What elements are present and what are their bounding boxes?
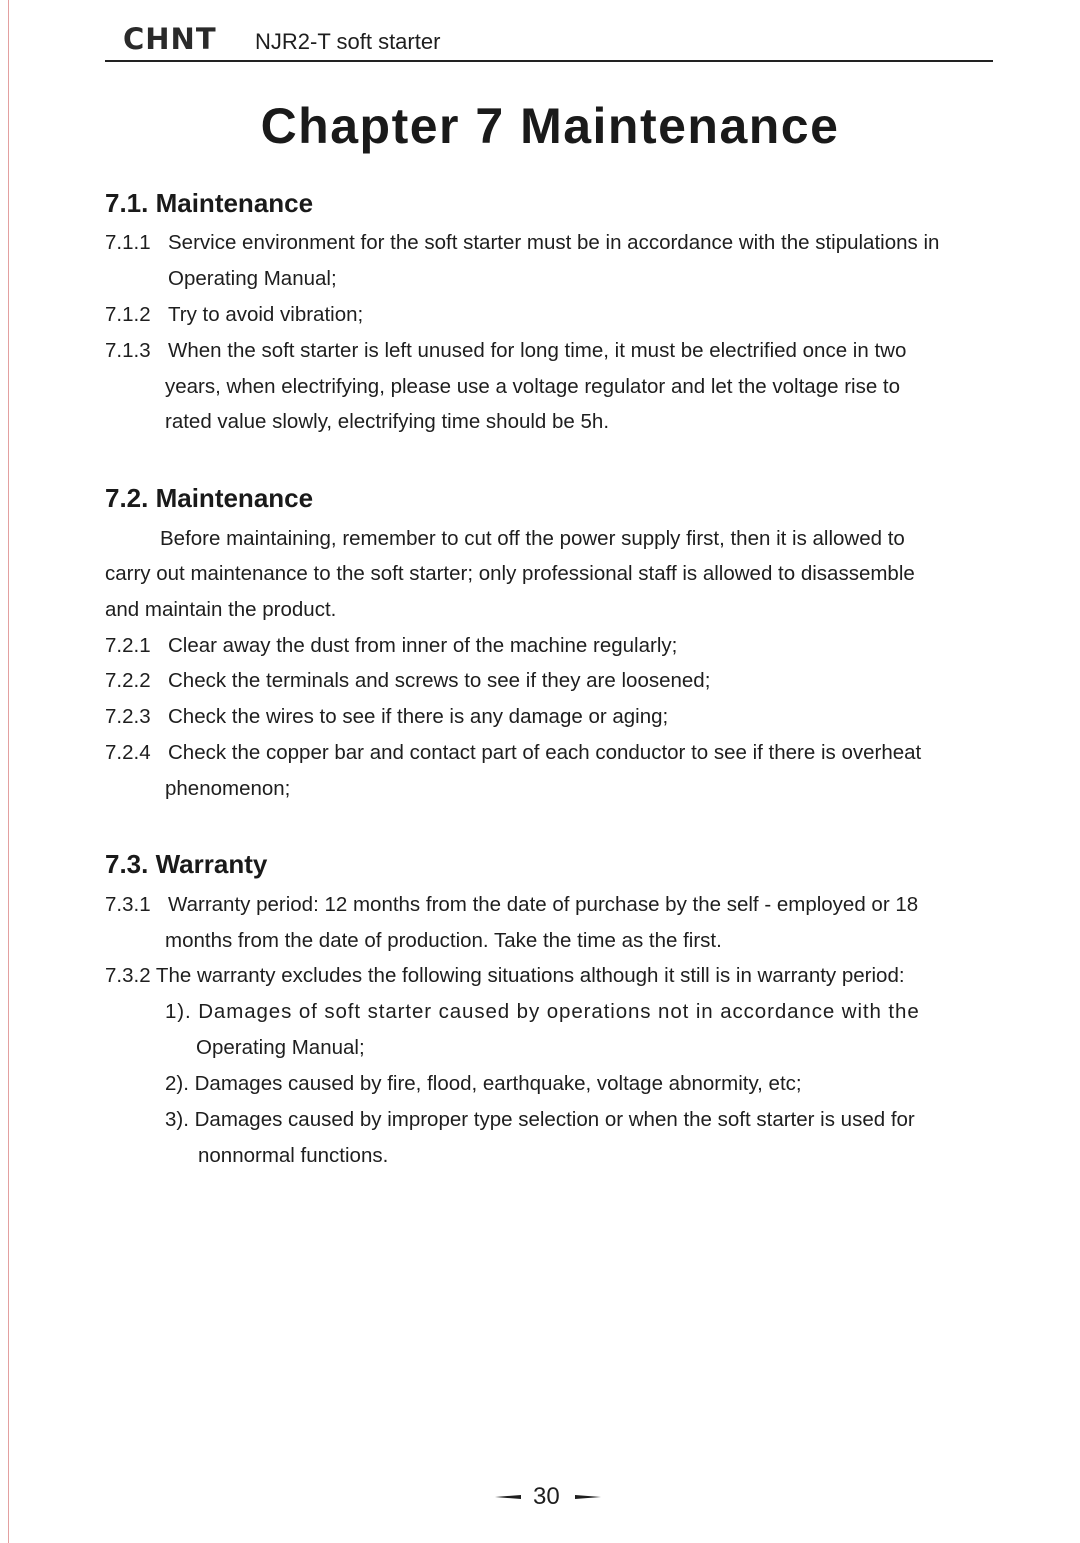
chapter-title: Chapter 7 Maintenance xyxy=(260,98,840,154)
item-text-continuation: years, when electrifying, please use a voltage regulator and let the voltage rise to xyxy=(165,375,901,398)
item-text-continuation: Operating Manual; xyxy=(168,267,337,290)
item-number: 7.2.1 xyxy=(105,634,151,657)
item-text: Try to avoid vibration; xyxy=(168,303,364,326)
section-heading-7-2: 7.2. Maintenance xyxy=(105,483,314,513)
item-text-continuation: nonnormal functions. xyxy=(198,1144,389,1167)
page-footer xyxy=(495,1482,605,1512)
item-text: Check the wires to see if there is any damage or aging; xyxy=(168,705,669,728)
item-text-continuation: rated value slowly, electrifying time should be 5h. xyxy=(165,410,610,433)
item-number: 7.2.3 xyxy=(105,705,151,728)
item-text-continuation: phenomenon; xyxy=(165,777,291,800)
paragraph-line: carry out maintenance to the soft starter; only professional staff is allowed to disassemble xyxy=(105,562,915,585)
page-number: 30 xyxy=(533,1483,560,1510)
sub-list-item: 3). Damages caused by improper type selection or when the soft starter is used for xyxy=(165,1108,915,1131)
arrow-left-icon xyxy=(495,1495,521,1499)
list-item xyxy=(105,337,906,365)
item-text: Check the copper bar and contact part of each conductor to see if there is overheat xyxy=(168,741,922,764)
page-header xyxy=(105,22,993,62)
item-text: Service environment for the soft starter must be in accordance with the stipulations in xyxy=(168,231,940,254)
item-text: When the soft starter is left unused for long time, it must be electrified once in two xyxy=(168,339,907,362)
brand-logo: CHNT xyxy=(123,22,217,56)
paragraph-line: Before maintaining, remember to cut off the power supply first, then it is allowed to xyxy=(160,527,905,550)
item-number: 7.1.1 xyxy=(105,231,151,254)
list-item xyxy=(105,632,677,660)
item-text: Clear away the dust from inner of the machine regularly; xyxy=(168,634,678,657)
item-text: Check the terminals and screws to see if they are loosened; xyxy=(168,669,711,692)
page-margin-line xyxy=(8,0,9,1543)
item-number: 7.1.3 xyxy=(105,339,151,362)
paragraph-line: and maintain the product. xyxy=(105,598,337,621)
item-text-continuation: months from the date of production. Take the time as the first. xyxy=(165,929,722,952)
section-heading-7-1: 7.1. Maintenance xyxy=(105,188,314,218)
list-item xyxy=(105,667,710,695)
document-title: NJR2-T soft starter xyxy=(255,29,441,54)
list-item xyxy=(105,703,668,731)
list-item xyxy=(105,301,363,329)
section-heading-7-3: 7.3. Warranty xyxy=(105,849,268,879)
list-item: 7.3.2 The warranty excludes the following situations although it still is in warranty period: xyxy=(105,964,905,987)
list-item xyxy=(105,891,918,919)
item-number: 7.2.4 xyxy=(105,741,151,764)
item-text: Warranty period: 12 months from the date of purchase by the self - employed or 18 xyxy=(168,893,919,916)
item-number: 7.2.2 xyxy=(105,669,151,692)
item-number: 7.3.1 xyxy=(105,893,151,916)
sub-list-item: 2). Damages caused by fire, flood, earthquake, voltage abnormity, etc; xyxy=(165,1072,802,1095)
arrow-right-icon xyxy=(575,1495,601,1499)
list-item xyxy=(105,739,921,767)
item-number: 7.1.2 xyxy=(105,303,151,326)
list-item xyxy=(105,229,939,257)
item-text-continuation: Operating Manual; xyxy=(196,1036,365,1059)
sub-list-item: 1). Damages of soft starter caused by operations not in accordance with the xyxy=(165,1000,920,1023)
